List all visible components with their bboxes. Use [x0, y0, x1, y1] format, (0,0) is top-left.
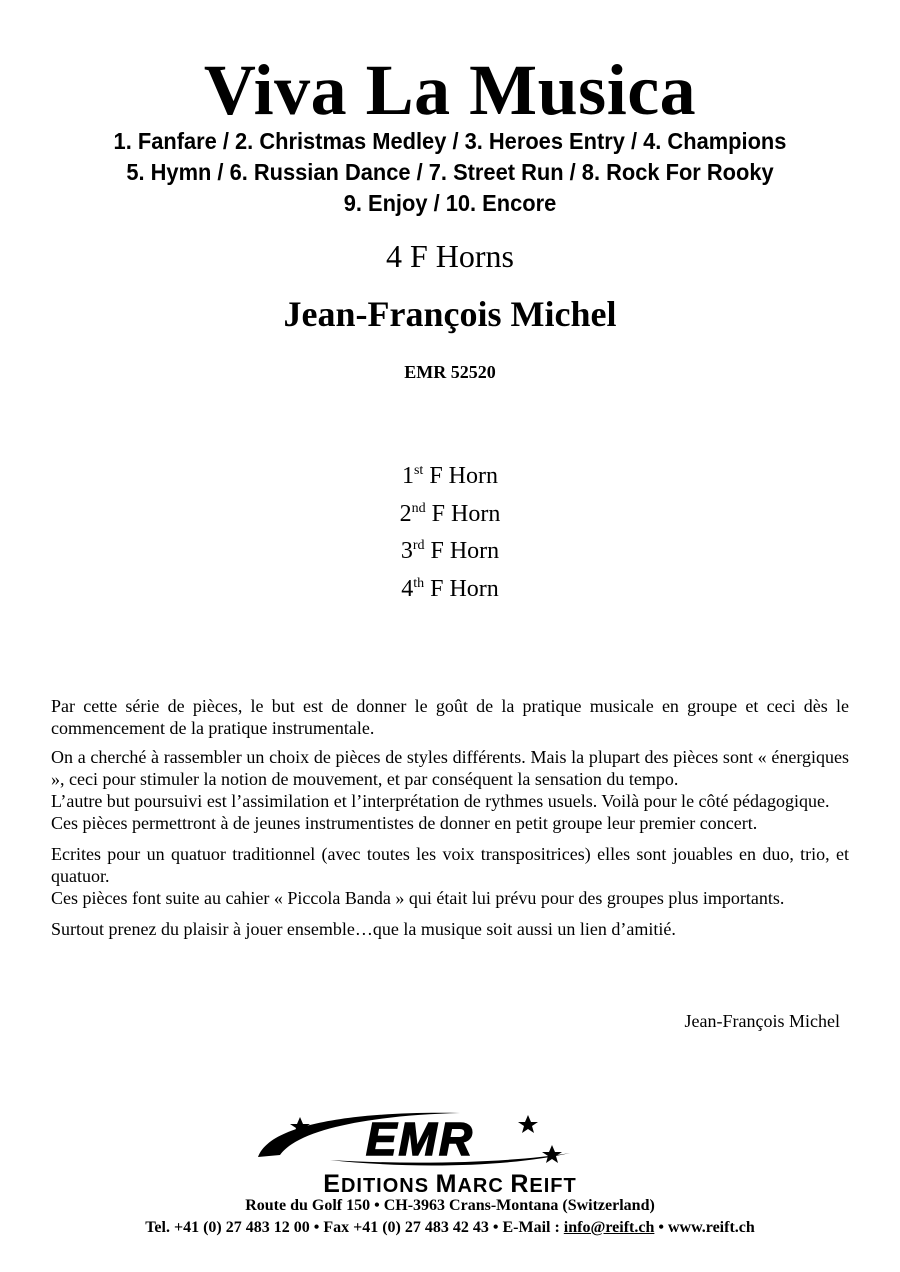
preface-paragraph: Ecrites pour un quatuor traditionnel (avec toutes les voix transpositrices) elles sont jouables en duo, trio, et quatuor.	[51, 843, 849, 887]
parts-list	[0, 458, 900, 608]
publisher-contact: Tel. +41 (0) 27 483 12 00 • Fax +41 (0) 27 483 42 43 • E-Mail : info@reift.ch • www.reift.ch	[145, 1219, 755, 1236]
publisher-address: Route du Golf 150 • CH-3963 Crans-Montana (Switzerland)	[245, 1197, 655, 1214]
preface-paragraph: L’autre but poursuivi est l’assimilation et l’interprétation de rythmes usuels. Voilà pour le côté pédagogique.	[51, 791, 830, 812]
catalog-number: EMR 52520	[404, 362, 496, 382]
part-item: 4th F Horn	[401, 575, 499, 602]
preface-text	[51, 695, 849, 940]
star-icon	[542, 1145, 562, 1163]
composer-name: Jean-François Michel	[283, 294, 617, 334]
preface-paragraph: Ces pièces permettront à de jeunes instrumentistes de donner en petit groupe leur premier concert.	[51, 813, 758, 834]
emr-logo	[240, 1105, 660, 1175]
email-link[interactable]: info@reift.ch	[563, 1219, 655, 1236]
preface-signature: Jean-François Michel	[684, 1011, 840, 1031]
part-item: 2nd F Horn	[399, 500, 501, 527]
preface-paragraph: Surtout prenez du plaisir à jouer ensemble…que la musique soit aussi un lien d’amitié.	[51, 918, 676, 939]
preface-paragraph-group	[51, 843, 849, 910]
star-icon	[518, 1115, 538, 1133]
track-list	[32, 126, 869, 219]
logo-wordmark: EMR	[365, 1113, 475, 1165]
publisher-name: EDITIONS MARC REIFT	[323, 1170, 577, 1198]
preface-paragraph: Par cette série de pièces, le but est de donner le goût de la pratique musicale en groupe et ceci dès le commencement de la pratique instrumentale.	[51, 696, 849, 739]
ensemble-label: 4 F Horns	[385, 238, 514, 274]
preface-paragraph: Ces pièces font suite au cahier « Piccola Banda » qui était lui prévu pour des groupes plus importants.	[51, 888, 785, 909]
preface-paragraph-group	[51, 746, 849, 835]
part-item: 3rd F Horn	[400, 538, 500, 564]
work-title: Viva La Musica	[203, 50, 697, 130]
part-item: 1st F Horn	[401, 463, 498, 489]
track-list-line: 5. Hymn / 6. Russian Dance / 7. Street Run / 8. Rock For Rooky	[126, 159, 774, 185]
track-list-line: 1. Fanfare / 2. Christmas Medley / 3. Heroes Entry / 4. Champions	[113, 128, 787, 154]
track-list-line: 9. Enjoy / 10. Encore	[343, 190, 557, 216]
preface-paragraph: On a cherché à rassembler un choix de pièces de styles différents. Mais la plupart des pièces sont « énergiques », ceci pour stimuler la notion de mouvement, et par conséquent la sensation du tempo.	[51, 746, 849, 789]
